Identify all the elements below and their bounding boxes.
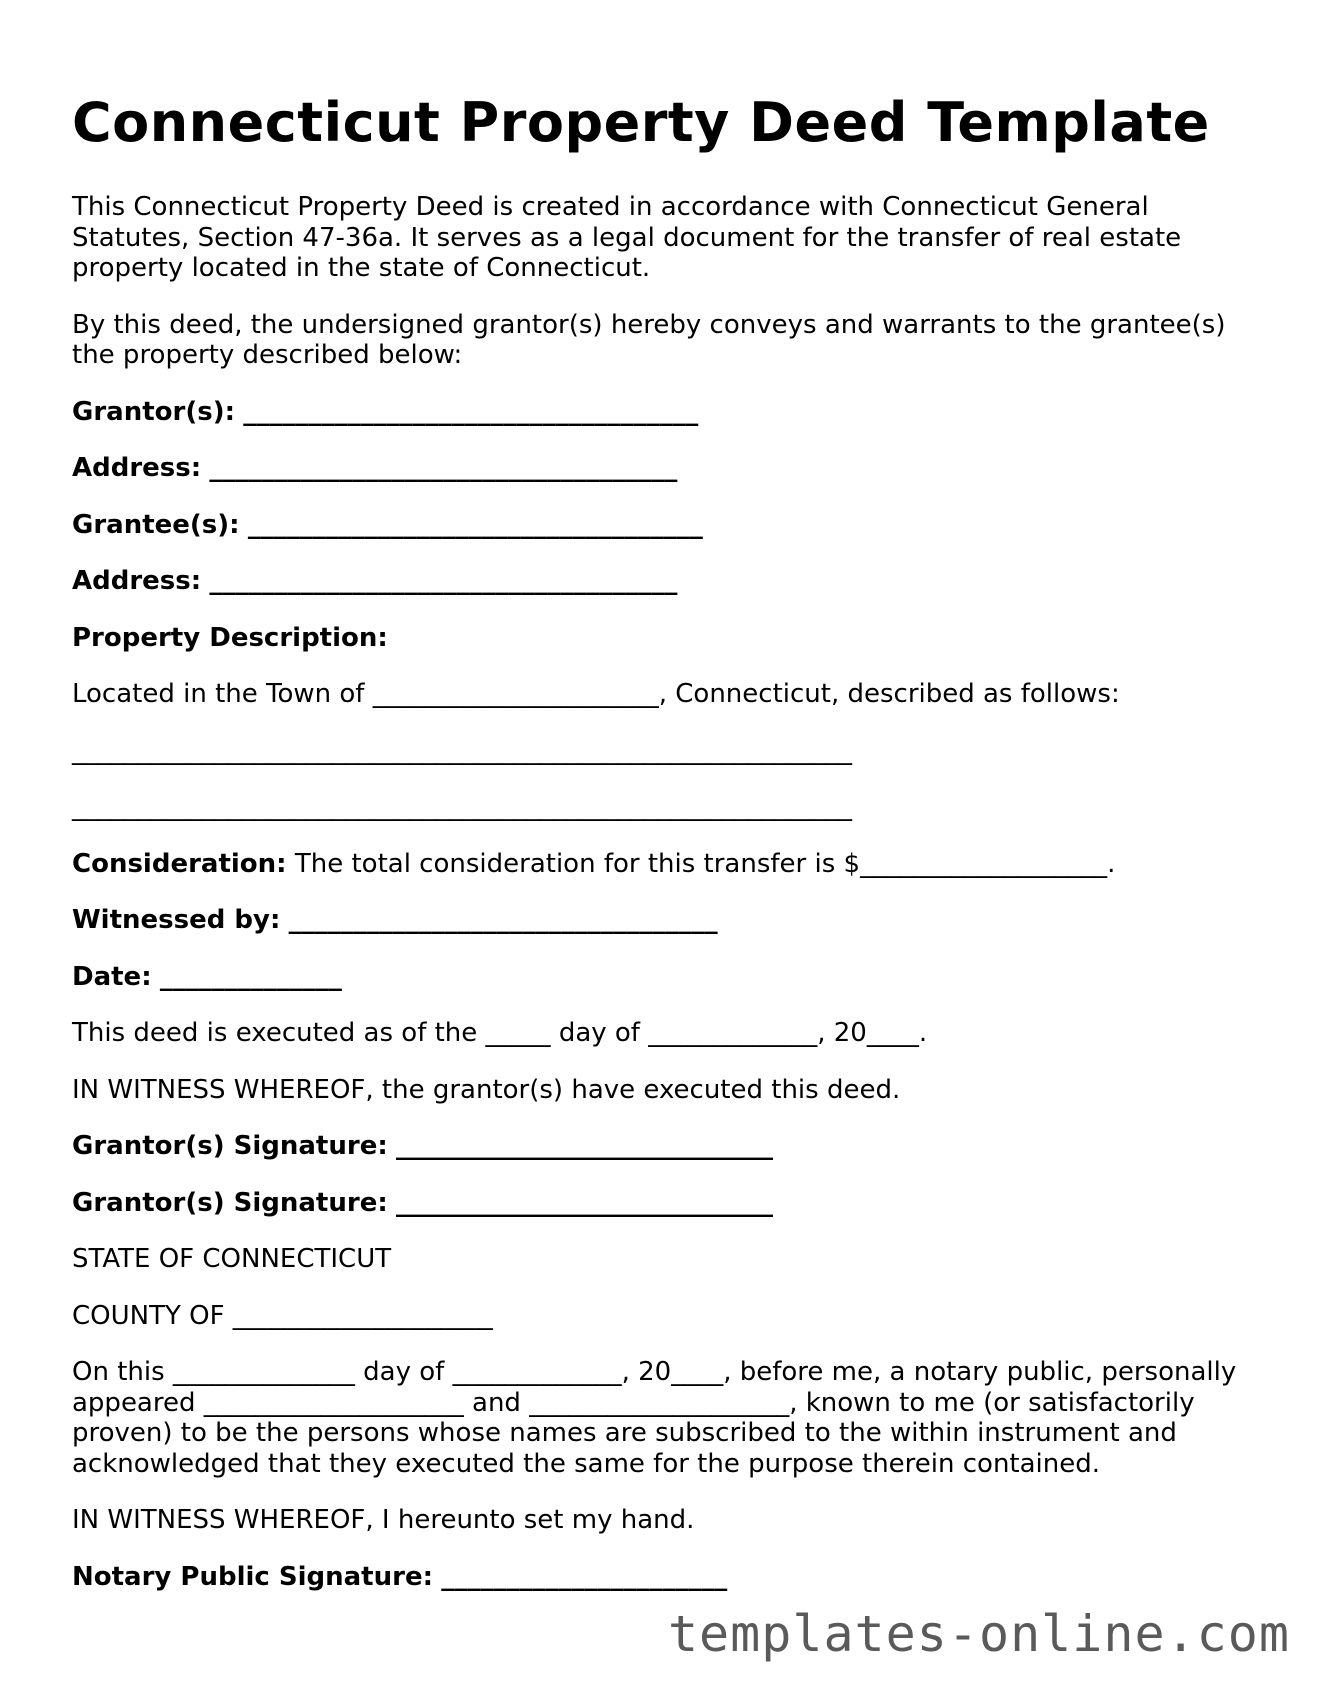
deed-document <box>72 92 1252 1618</box>
document-title: Connecticut Property Deed Template <box>72 91 1210 154</box>
consideration-text[interactable]: The total consideration for this transfer is $___________________. <box>294 848 1116 879</box>
intro-paragraph: This Connecticut Property Deed is created in accordance with Connecticut General Statutes, Section 47-36a. It serves as a legal document for the transfer of real estate property located in the state of Connecticut. <box>72 192 1182 283</box>
watermark: templates-online.com <box>667 1605 1290 1663</box>
grantor-signature-field-1 <box>72 1131 1252 1162</box>
date-label: Date: <box>72 961 152 992</box>
grantor-signature-label-1: Grantor(s) Signature: <box>72 1131 388 1161</box>
grantee-label: Grantee(s): <box>72 509 240 540</box>
property-description-heading: Property Description: <box>72 622 388 653</box>
witnessed-label: Witnessed by: <box>72 905 281 935</box>
notary-signature-field <box>72 1562 1252 1593</box>
witness-whereof-notary: IN WITNESS WHEREOF, I hereunto set my hand. <box>72 1505 695 1535</box>
grantor-blank[interactable]: ___________________________________ <box>243 396 699 427</box>
notary-acknowledgment[interactable]: On this ______________ day of _____________, 20____, before me, a notary public, personally appeared ____________________ and ____________________, known to me (or satisfactorily proven) to be the persons whose names are subscribed to the within instrument and acknowledged that they executed the same for the purpose therein contained. <box>72 1357 1237 1479</box>
witnessed-field <box>72 905 1252 936</box>
grantor-signature-blank-2[interactable]: _____________________________ <box>396 1187 773 1218</box>
grantor-address-field <box>72 453 1252 484</box>
grantee-address-field <box>72 566 1252 597</box>
property-location-line[interactable]: Located in the Town of ______________________, Connecticut, described as follows: <box>72 679 1120 709</box>
notary-signature-label: Notary Public Signature: <box>72 1561 433 1592</box>
date-field <box>72 962 1252 993</box>
grantee-blank[interactable]: ___________________________________ <box>247 509 703 540</box>
state-line: STATE OF CONNECTICUT <box>72 1244 392 1274</box>
grantee-address-blank[interactable]: ____________________________________ <box>209 566 678 596</box>
grantee-address-label: Address: <box>72 566 202 596</box>
grantee-field <box>72 510 1252 541</box>
grantor-address-blank[interactable]: ____________________________________ <box>209 453 678 483</box>
consideration-label: Consideration: <box>72 848 287 879</box>
grantor-label: Grantor(s): <box>72 396 235 427</box>
grantor-field <box>72 397 1252 428</box>
grantor-signature-field-2 <box>72 1188 1252 1219</box>
date-blank[interactable]: ______________ <box>159 961 342 992</box>
grantor-signature-blank-1[interactable]: _____________________________ <box>396 1131 773 1161</box>
grantor-address-label: Address: <box>72 453 202 483</box>
description-blank-line-2[interactable]: ____________________________________________________________ <box>72 792 852 822</box>
notary-signature-blank[interactable]: ______________________ <box>441 1561 728 1592</box>
consideration-field <box>72 849 1252 880</box>
execution-date-line[interactable]: This deed is executed as of the _____ day of _____________, 20____. <box>72 1018 928 1048</box>
conveyance-paragraph: By this deed, the undersigned grantor(s) hereby conveys and warrants to the grantee(s) the property described below: <box>72 309 1226 370</box>
grantor-signature-label-2: Grantor(s) Signature: <box>72 1187 388 1218</box>
county-line[interactable]: COUNTY OF ____________________ <box>72 1300 493 1331</box>
witness-whereof-grantor: IN WITNESS WHEREOF, the grantor(s) have executed this deed. <box>72 1074 901 1105</box>
witnessed-blank[interactable]: _________________________________ <box>288 905 718 935</box>
description-blank-line-1[interactable]: ____________________________________________________________ <box>72 735 852 766</box>
